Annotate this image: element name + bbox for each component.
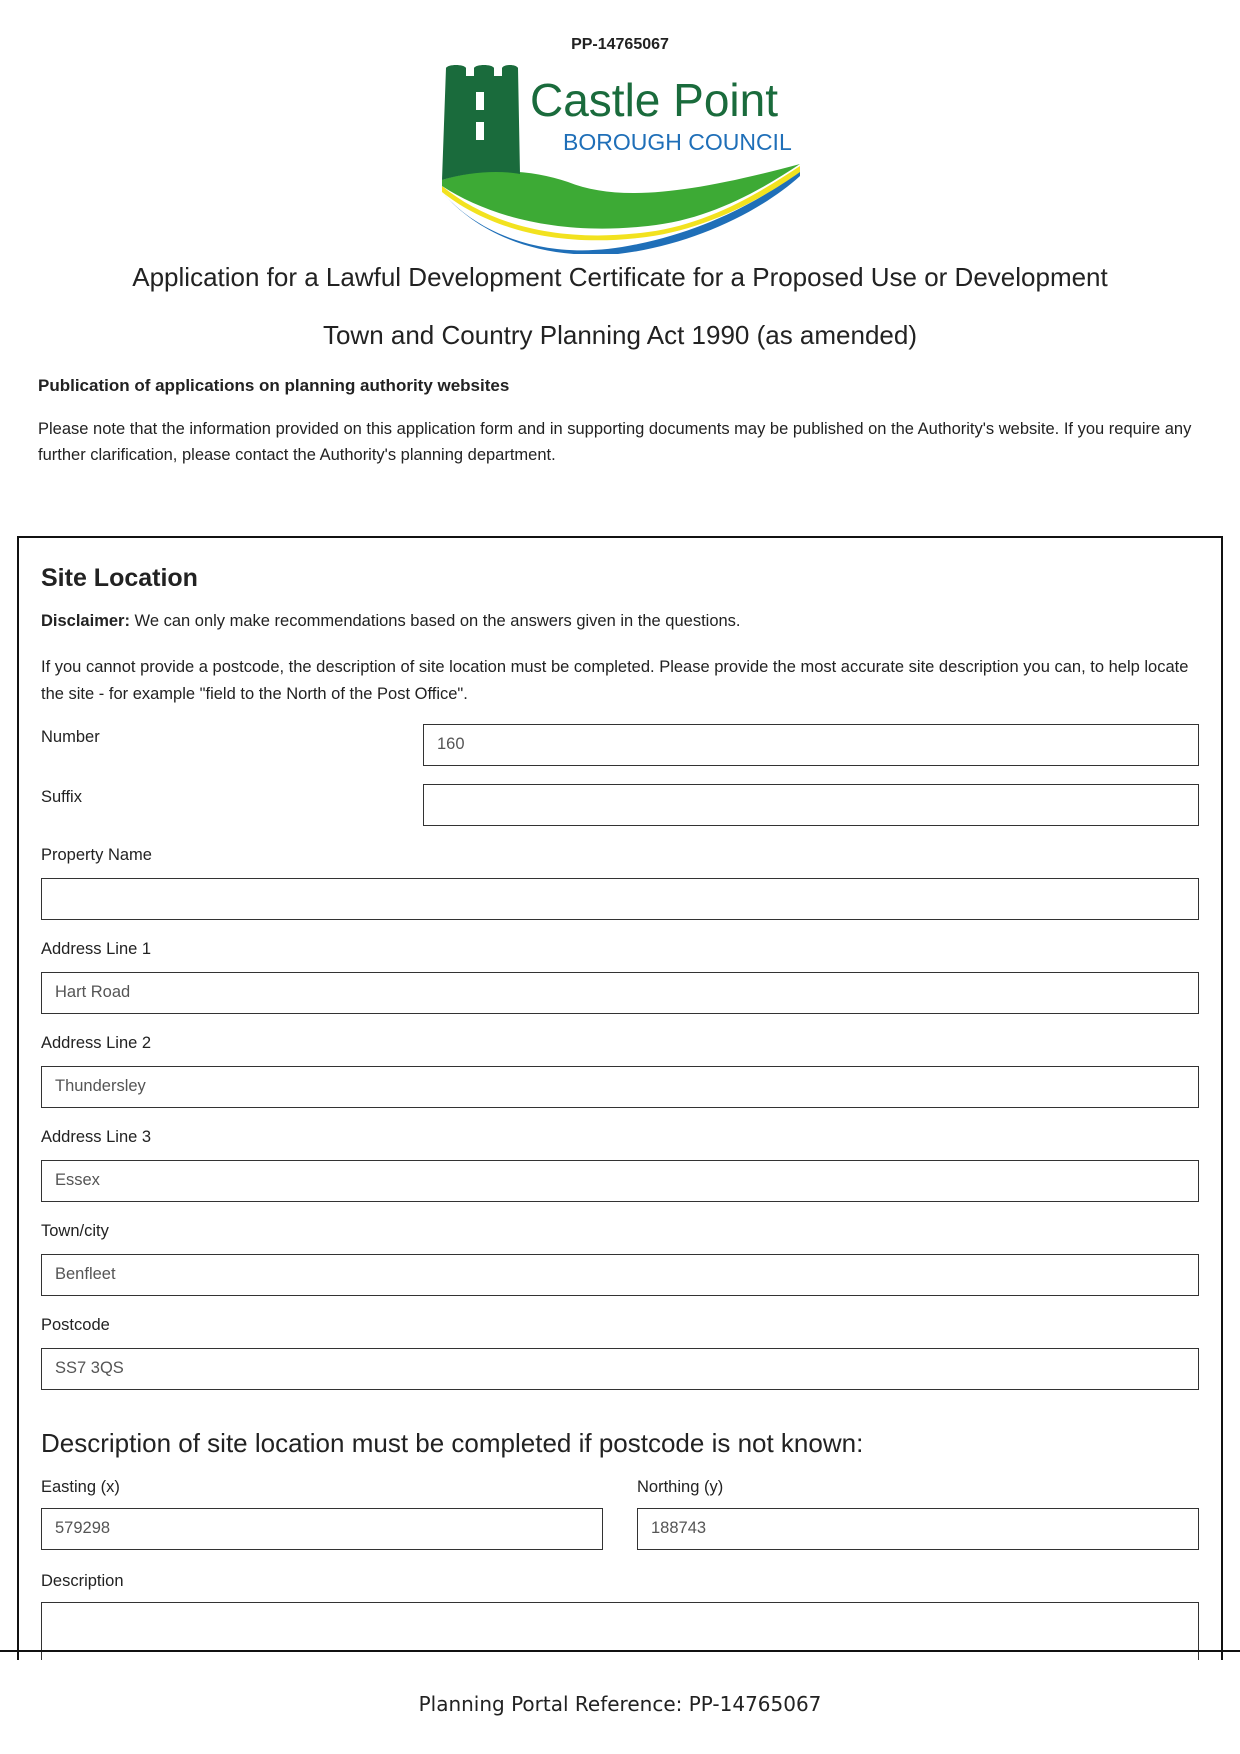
address-line-1-label: Address Line 1 [41, 940, 152, 958]
description-section-title: Description of site location must be completed if postcode is not known: [41, 1428, 864, 1458]
disclaimer-text: We can only make recommendations based on the answers given in the questions. [129, 612, 741, 630]
property-name-label: Property Name [41, 846, 152, 864]
address-line-3-label: Address Line 3 [41, 1128, 152, 1146]
address-line-3-field[interactable]: Essex [41, 1160, 1199, 1202]
number-label: Number [41, 728, 100, 746]
disclaimer [41, 612, 741, 631]
postcode-label: Postcode [41, 1316, 110, 1334]
number-field[interactable]: 160 [423, 724, 1199, 766]
logo-subname: BOROUGH COUNCIL [563, 129, 792, 155]
council-logo [438, 64, 804, 254]
form-subtitle: Town and Country Planning Act 1990 (as amended) [322, 320, 918, 350]
description-label: Description [41, 1572, 124, 1590]
publication-heading: Publication of applications on planning authority websites [38, 376, 510, 395]
suffix-field[interactable] [423, 784, 1199, 826]
address-line-1-field[interactable]: Hart Road [41, 972, 1199, 1014]
northing-field[interactable]: 188743 [637, 1508, 1199, 1550]
section-title: Site Location [41, 564, 198, 592]
property-name-field[interactable] [41, 878, 1199, 920]
disclaimer-label: Disclaimer: [41, 612, 130, 630]
publication-text: Please note that the information provided on this application form and in supporting documents may be published on the Authority's website. If you require any further clarification, please contact the Authority's planning department. [38, 420, 1192, 464]
northing-label: Northing (y) [637, 1478, 724, 1496]
address-line-2-field[interactable]: Thundersley [41, 1066, 1199, 1108]
site-location-panel [17, 536, 1223, 1660]
postcode-field[interactable]: SS7 3QS [41, 1348, 1199, 1390]
footer-divider [0, 1650, 1240, 1652]
address-line-2-label: Address Line 2 [41, 1034, 152, 1052]
town-field[interactable]: Benfleet [41, 1254, 1199, 1296]
easting-label: Easting (x) [41, 1478, 120, 1496]
help-text: If you cannot provide a postcode, the description of site location must be completed. Please provide the most accurate site description you can, to help locate the site - for example "field to the North of the Post Office". [41, 658, 1189, 703]
easting-field[interactable]: 579298 [41, 1508, 603, 1550]
logo-name: Castle Point [530, 74, 779, 126]
town-label: Town/city [41, 1222, 109, 1240]
footer-reference: Planning Portal Reference: PP-14765067 [418, 1692, 822, 1716]
suffix-label: Suffix [41, 788, 82, 806]
castle-tower-icon [438, 64, 804, 254]
reference-number: PP-14765067 [571, 36, 669, 53]
form-title: Application for a Lawful Development Certificate for a Proposed Use or Development [132, 262, 1108, 292]
